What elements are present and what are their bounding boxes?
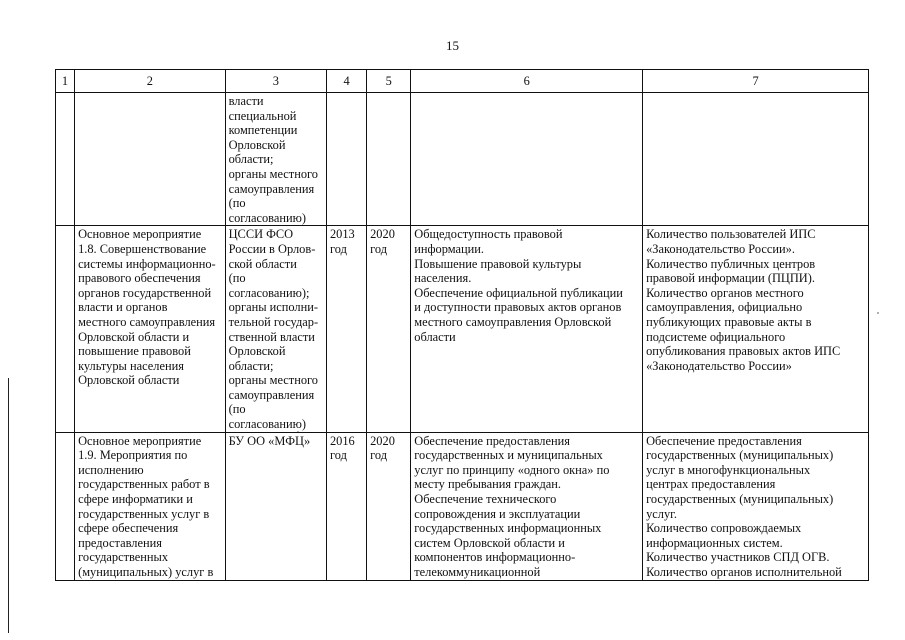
measures-table bbox=[55, 69, 869, 581]
result-cell bbox=[411, 93, 643, 226]
column-header: 7 bbox=[643, 70, 869, 93]
end-year-cell bbox=[367, 93, 411, 226]
column-header: 5 bbox=[367, 70, 411, 93]
executor-cell: БУ ОО «МФЦ» bbox=[225, 432, 326, 580]
activity-cell bbox=[75, 93, 226, 226]
indicator-cell bbox=[643, 93, 869, 226]
table-row bbox=[56, 93, 869, 226]
start-year-cell: 2013 год bbox=[326, 226, 366, 432]
column-header: 4 bbox=[326, 70, 366, 93]
row-number-cell bbox=[56, 226, 75, 432]
indicator-cell: Обеспечение предоставления государственных (муниципальных) услуг в многофункциональных центрах предоставления государственных (муниципальных) услуг. Количество сопровождаемых информационных систем. Количество участников СПД ОГВ. Количество органов исполнительной bbox=[643, 432, 869, 580]
page-number: 15 bbox=[446, 38, 459, 53]
row-number-cell bbox=[56, 432, 75, 580]
table-row bbox=[56, 226, 869, 432]
scan-speck bbox=[877, 312, 879, 314]
table-row bbox=[56, 432, 869, 580]
result-cell: Общедоступность правовой информации. Повышение правовой культуры населения. Обеспечение официальной публикации и доступности правовых актов органов местного самоуправления Орловской области bbox=[411, 226, 643, 432]
end-year-cell: 2020 год bbox=[367, 432, 411, 580]
column-header: 6 bbox=[411, 70, 643, 93]
start-year-cell bbox=[326, 93, 366, 226]
column-header: 1 bbox=[56, 70, 75, 93]
activity-cell: Основное мероприятие 1.9. Мероприятия по исполнению государственных работ в сфере информатики и государственных услуг в сфере обеспечения предоставления государственных (муниципальных) услуг в bbox=[75, 432, 226, 580]
activity-cell: Основное мероприятие 1.8. Совершенствование системы информационно- правового обеспечения органов государственной власти и органов местного самоуправления Орловской области и повышение правовой культуры населения Орловской области bbox=[75, 226, 226, 432]
header-row bbox=[56, 70, 869, 93]
result-cell: Обеспечение предоставления государственных и муниципальных услуг по принципу «одного окна» по месту пребывания граждан. Обеспечение технического сопровождения и эксплуатации государственных информационных систем Орловской области и компонентов информационно- телекоммуникационной bbox=[411, 432, 643, 580]
executor-cell: ЦССИ ФСО России в Орлов- ской области (по согласованию); органы исполни- тельной государ- ственной власти Орловской области; органы местного самоуправления (по согласованию) bbox=[225, 226, 326, 432]
row-number-cell bbox=[56, 93, 75, 226]
column-header: 3 bbox=[225, 70, 326, 93]
indicator-cell: Количество пользователей ИПС «Законодательство России». Количество публичных центров правовой информации (ПЦПИ). Количество органов местного самоуправления, официально публикующих правовые акты в подсистеме официального опубликования правовых актов ИПС «Законодательство России» bbox=[643, 226, 869, 432]
column-header: 2 bbox=[75, 70, 226, 93]
end-year-cell: 2020 год bbox=[367, 226, 411, 432]
executor-cell: власти специальной компетенции Орловской области; органы местного самоуправления (по согласованию) bbox=[225, 93, 326, 226]
scan-margin-line bbox=[8, 378, 9, 633]
start-year-cell: 2016 год bbox=[326, 432, 366, 580]
